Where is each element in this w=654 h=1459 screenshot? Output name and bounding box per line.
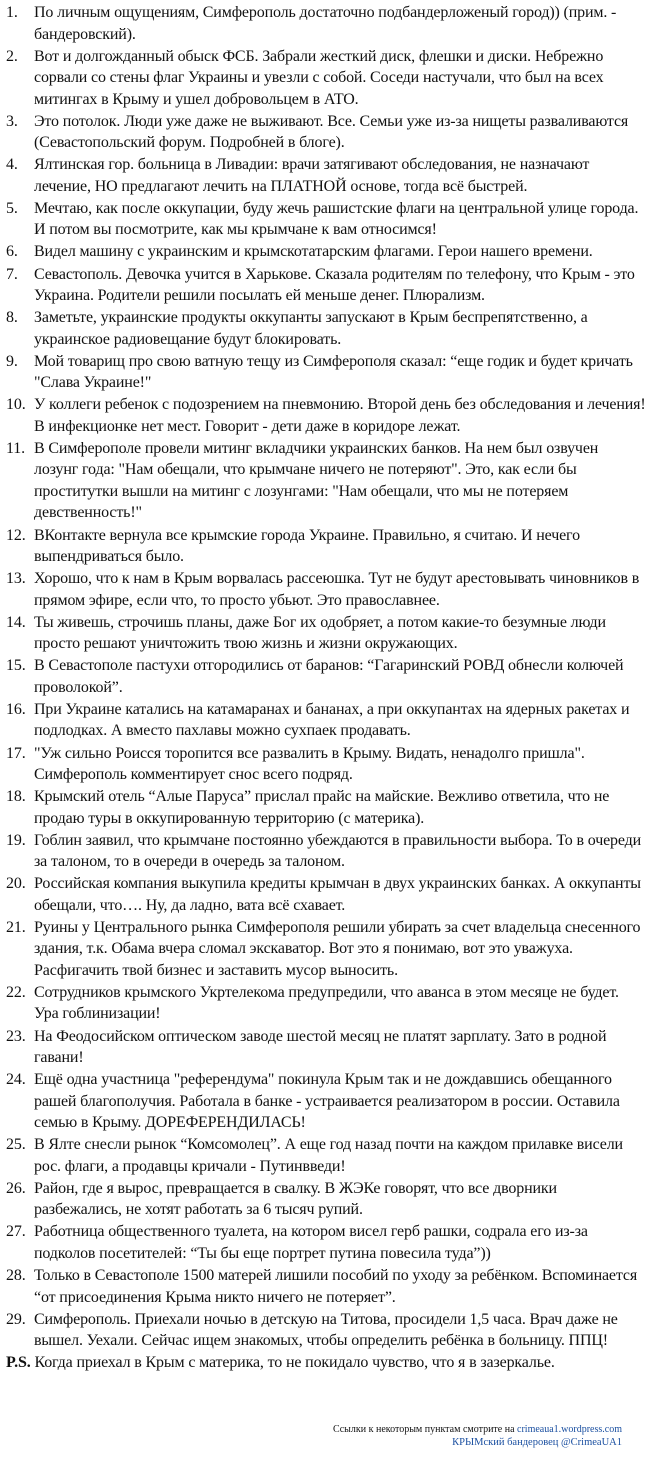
list-item-number: 16. — [6, 700, 26, 718]
list-item-number: 3. — [6, 112, 18, 130]
list-item — [6, 655, 646, 698]
list-item — [6, 111, 646, 154]
list-item-number: 21. — [6, 918, 26, 936]
list-item-text: Ещё одна участница "референдума" покинула Крым так и не дождавшись обещанного рашей благополучия. Работала в банке - устраивается реализатором в россии. Оставила семью в Крыму. ДОРЕФЕРЕНДИЛАСЬ! — [34, 1071, 620, 1132]
list-item-number: 25. — [6, 1136, 26, 1154]
list-item — [6, 743, 646, 786]
list-item-text: Это потолок. Люди уже даже не выживают. Все. Семьи уже из-за нищеты разваливаются (Севастопольский форум. Подробней в блоге). — [34, 112, 629, 152]
list-item — [6, 1069, 646, 1134]
footer — [333, 1423, 622, 1449]
list-item — [6, 525, 646, 568]
footer-links-text: Ссылки к некоторым пунктам смотрите на — [332, 1424, 515, 1435]
list-item — [6, 568, 646, 611]
numbered-list — [6, 2, 646, 1352]
list-item-text: В Ялте снесли рынок “Комсомолец”. А еще год назад почти на каждом прилавке висели рос. флаги, а продавцы кричали - Путинвведи! — [34, 1136, 623, 1175]
list-item-text: На Феодосийском оптическом заводе шестой месяц не платят зарплату. Зато в родной гавани! — [34, 1027, 607, 1067]
list-item-number: 6. — [6, 243, 18, 261]
list-item — [6, 351, 646, 394]
list-item — [6, 1265, 646, 1308]
list-item — [6, 46, 646, 111]
list-item — [6, 873, 646, 916]
list-item-number: 5. — [6, 199, 18, 217]
list-item-number: 10. — [6, 396, 26, 414]
list-item — [6, 241, 646, 263]
list-item — [6, 1134, 646, 1177]
list-item-text: Российская компания выкупила кредиты крымчан в двух украинских банках. А оккупанты обещали, что…. Ну, да ладно, вата всё схавает. — [34, 875, 641, 914]
list-item-text: Севастополь. Девочка учится в Харькове. Сказала родителям по телефону, что Крым - это Украина. Родители решили посылать ей меньше денег. Плюрализм. — [34, 265, 635, 305]
list-item-text: Хорошо, что к нам в Крым ворвалась рассеюшка. Тут не будут арестовывать чиновников в прямом эфире, если что, то просто убьют. Это православнее. — [34, 570, 640, 609]
list-item-text: Гоблин заявил, что крымчане постоянно убеждаются в правильности выбора. То в очереди за талоном, то в очереди в очередь за талоном. — [34, 831, 642, 871]
list-item-text: Сотрудников крымского Укртелекома предупредили, что аванса в этом месяце не будет. Ура гоблинизации! — [34, 983, 619, 1023]
list-item-text: В Севастополе пастухи отгородились от баранов: “Гагаринский РОВД обнесли колючей проволокой”. — [34, 657, 624, 696]
list-item-text: У коллеги ребенок с подозрением на пневмонию. Второй день без обследования и лечения! В инфекционке нет мест. Говорит - дети даже в коридоре лежат. — [34, 396, 646, 435]
list-item — [6, 264, 646, 307]
list-item-text: Мой товарищ про свою ватную тещу из Симферополя сказал: “еще годик и будет кричать "Слава Украине!" — [34, 352, 633, 392]
footer-credit: КРЫМский бандеровец @CrimeaUA1 — [452, 1437, 622, 1448]
list-item — [6, 154, 646, 197]
postscript-label: P.S. — [6, 1354, 31, 1372]
list-item-number: 15. — [6, 657, 26, 675]
list-item — [6, 438, 646, 524]
list-item-number: 2. — [6, 47, 18, 65]
list-item-text: Ялтинская гор. больница в Ливадии: врачи затягивают обследования, не назначают лечение, НО предлагают лечить на ПЛАТНОЙ основе, тогда всё быстрей. — [34, 156, 590, 195]
list-item-text: В Симферополе провели митинг вкладчики украинских банков. На нем был озвучен лозунг года: "Нам обещали, что крымчане ничего не потеряют". Это, как если бы проститутки вышли на митинг с лозунгами: "Нам обещали, что мы не потеряем девственность!" — [34, 439, 599, 522]
list-item-text: Район, где я вырос, превращается в свалку. В ЖЭКе говорят, что все дворники разбежались, не хотят работать за 6 тысяч рупий. — [34, 1179, 557, 1219]
footer-site-link[interactable]: crimeaua1.wordpress.com — [517, 1424, 622, 1435]
list-item — [6, 394, 646, 437]
list-item-text: ВКонтакте вернула все крымские города Украине. Правильно, я считаю. И нечего выпендриваться было. — [34, 526, 580, 566]
list-item — [6, 786, 646, 829]
list-item — [6, 699, 646, 742]
list-item — [6, 830, 646, 873]
list-item — [6, 1221, 646, 1264]
list-item-number: 13. — [6, 570, 26, 588]
list-item-number: 9. — [6, 352, 18, 370]
list-item-number: 28. — [6, 1267, 26, 1285]
list-item-text: Видел машину с украинским и крымскотатарским флагами. Герои нашего времени. — [34, 243, 593, 261]
list-item-text: Ты живешь, строчишь планы, даже Бог их одобряет, а потом какие-то безумные люди просто решают уничтожить твою жизнь и жизни окружающих. — [34, 613, 606, 653]
footer-links-line — [333, 1423, 622, 1436]
list-item — [6, 1178, 646, 1221]
list-item-text: Мечтаю, как после оккупации, буду жечь рашистские флаги на центральной улице города. И потом вы посмотрите, как мы крымчане к вам относимся! — [34, 199, 639, 239]
list-item-number: 27. — [6, 1223, 26, 1241]
list-item-number: 23. — [6, 1027, 26, 1045]
list-item-text: Симферополь. Приехали ночью в детскую на Титова, просидели 1,5 часа. Врач даже не вышел. Уехали. Сейчас ищем знакомых, чтобы определить ребёнка в больницу. ППЦ! — [34, 1310, 618, 1350]
list-item-text: Только в Севастополе 1500 матерей лишили пособий по уходу за ребёнком. Вспоминается “от присоединения Крыма никто ничего не потеряет”. — [34, 1267, 638, 1306]
list-item — [6, 1309, 646, 1352]
list-item-number: 26. — [6, 1179, 26, 1197]
list-item — [6, 1026, 646, 1069]
list-item-text: Крымский отель “Алые Паруса” прислал прайс на майские. Вежливо ответила, что не продаю туры в оккупированную территорию (с материка). — [34, 788, 610, 827]
list-item — [6, 917, 646, 982]
list-item-number: 17. — [6, 744, 26, 762]
list-item-number: 7. — [6, 265, 18, 283]
postscript — [6, 1352, 646, 1374]
list-item — [6, 198, 646, 241]
list-item — [6, 307, 646, 350]
list-item-number: 19. — [6, 831, 26, 849]
list-item-number: 1. — [6, 4, 18, 21]
list-item-number: 22. — [6, 983, 26, 1001]
list-item-number: 29. — [6, 1310, 26, 1328]
list-item-text: Руины у Центрального рынка Симферополя решили убирать за счет владельца снесенного здания, т.к. Обама вчера сломал экскаватор. Вот это я понимаю, вот это уважуха. Расфигачить твой бизнес и заставить мусор выносить. — [34, 918, 641, 979]
list-item — [6, 2, 646, 45]
list-item-number: 12. — [6, 526, 26, 544]
list-item — [6, 612, 646, 655]
list-item-text: По личным ощущениям, Симферополь достаточно подбандерложеный город)) (прим. - бандеровский). — [34, 4, 617, 43]
list-item — [6, 982, 646, 1025]
list-item-number: 14. — [6, 613, 26, 631]
list-item-text: Заметьте, украинские продукты оккупанты запускают в Крым беспрепятственно, а украинское радиовещание будут блокировать. — [34, 309, 588, 348]
list-item-text: Работница общественного туалета, на котором висел герб рашки, содрала его из-за подколов посетителей: “Ты бы еще портрет путина повесила туда”)) — [34, 1223, 588, 1262]
list-item-number: 8. — [6, 309, 18, 327]
postscript-text: Когда приехал в Крым с материка, то не покидало чувство, что я в зазеркалье. — [34, 1354, 555, 1372]
list-item-number: 24. — [6, 1071, 26, 1089]
list-item-text: Вот и долгожданный обыск ФСБ. Забрали жесткий диск, флешки и диски. Небрежно сорвали со стены флаг Украины и увезли с собой. Соседи настучали, что был на всех митингах в Крыму и ушел добровольцем в АТО. — [34, 47, 604, 108]
list-item-number: 4. — [6, 156, 18, 174]
list-item-text: При Украине катались на катамаранах и бананах, а при оккупантах на ядерных ракетах и подлодках. А вместо пахлавы можно сухпаек продавать. — [34, 700, 630, 740]
list-item-text: "Уж сильно Роисся торопится все развалить в Крыму. Видать, ненадолго пришла". Симферополь комментирует снос всего подряд. — [34, 744, 585, 783]
list-item-number: 20. — [6, 875, 26, 893]
list-item-number: 11. — [6, 439, 25, 457]
list-item-number: 18. — [6, 788, 26, 806]
